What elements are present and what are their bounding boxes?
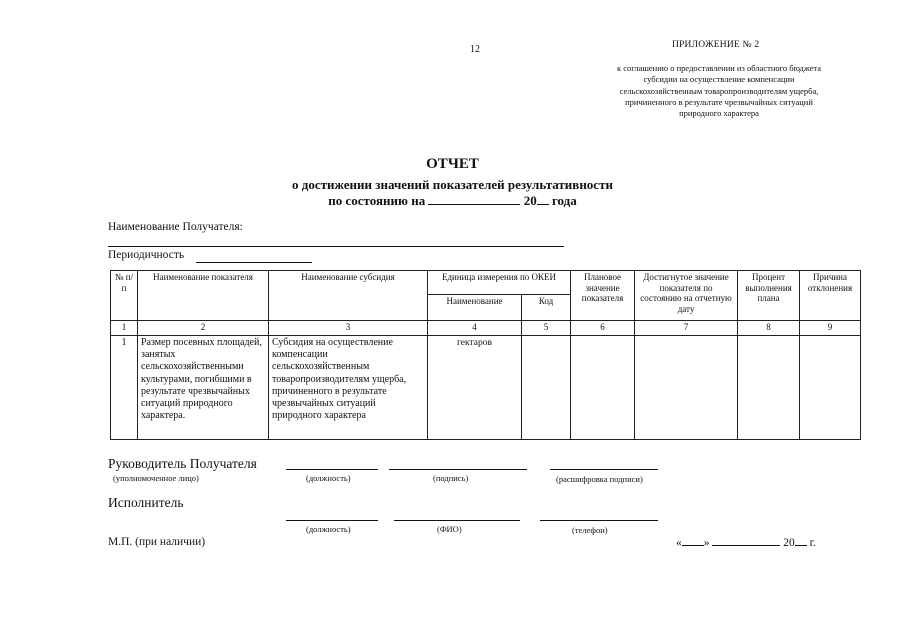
report-title: ОТЧЕТ <box>426 156 479 172</box>
column-number: 5 <box>522 321 571 336</box>
appendix-line: природного характера <box>679 108 759 119</box>
header-reason: Причина отклонения <box>800 271 861 321</box>
appendix-title: ПРИЛОЖЕНИЕ № 2 <box>672 40 760 50</box>
fio-line[interactable] <box>394 520 520 521</box>
column-number: 6 <box>571 321 635 336</box>
header-unit-name: Наименование <box>428 295 522 321</box>
executor-label: Исполнитель <box>108 495 184 510</box>
recipient-line[interactable] <box>108 246 564 247</box>
date-year-suffix: г. <box>809 537 816 549</box>
periodicity-label: Периодичность <box>108 249 185 261</box>
page-number: 12 <box>470 44 480 55</box>
header-subsidy: Наименование субсидия <box>269 271 428 321</box>
column-number: 1 <box>111 321 138 336</box>
report-as-of <box>0 193 905 209</box>
appendix-line: субсидии на осуществление компенсации <box>643 74 795 85</box>
appendix-description <box>588 63 850 119</box>
fio-caption: (ФИО) <box>437 524 462 534</box>
row-indicator: Размер посевных площадей, занятых сельскохозяйственными культурами, погибшими в результате чрезвычайных ситуаций природного характера. <box>138 336 269 440</box>
date-open: « <box>676 537 682 549</box>
column-number: 3 <box>269 321 428 336</box>
day-blank[interactable] <box>682 545 704 546</box>
report-table <box>110 270 861 440</box>
decoding-line[interactable] <box>550 469 658 470</box>
header-unit-group: Единица измерения по ОКЕИ <box>428 271 571 295</box>
signature-line[interactable] <box>389 469 527 470</box>
report-subtitle: о достижении значений показателей результативности <box>292 177 613 192</box>
phone-caption: (телефон) <box>572 525 608 535</box>
date-close: » <box>703 537 710 549</box>
position2-line[interactable] <box>286 520 378 521</box>
column-number: 4 <box>428 321 522 336</box>
position-caption: (должность) <box>306 473 351 483</box>
year-prefix: 20 <box>523 193 537 208</box>
column-number: 9 <box>800 321 861 336</box>
row-unit-name: гектаров <box>428 336 522 440</box>
recipient-label: Наименование Получателя: <box>108 221 243 233</box>
header-indicator: Наименование показателя <box>138 271 269 321</box>
header-planned: Плановое значение показателя <box>571 271 635 321</box>
table-row <box>111 336 861 440</box>
header-achieved: Достигнутое значение показателя по состоянию на отчетную дату <box>635 271 738 321</box>
decoding-caption: (расшифровка подписи) <box>556 474 643 484</box>
row-unit-code[interactable] <box>522 336 571 440</box>
position2-caption: (должность) <box>306 524 351 534</box>
as-of-prefix: по состоянию на <box>328 193 426 208</box>
row-subsidy: Субсидия на осуществление компенсации сельскохозяйственным товаропроизводителям ущерба, причиненного в результате чрезвычайных ситуаций природного характера <box>269 336 428 440</box>
head-label: Руководитель Получателя <box>108 456 257 471</box>
column-number: 7 <box>635 321 738 336</box>
row-num: 1 <box>111 336 138 440</box>
stamp-label: М.П. (при наличии) <box>108 536 206 548</box>
header-unit-code: Код <box>522 295 571 321</box>
date-field <box>676 537 816 549</box>
periodicity-line[interactable] <box>196 262 312 263</box>
date-blank[interactable] <box>428 204 520 205</box>
header-percent: Процент выполнения плана <box>738 271 800 321</box>
row-planned[interactable] <box>571 336 635 440</box>
signature-caption: (подпись) <box>433 473 469 483</box>
column-number: 2 <box>138 321 269 336</box>
appendix-line: причиненного в результате чрезвычайных ситуаций <box>625 96 813 107</box>
appendix-line: сельскохозяйственным товаропроизводителям ущерба, <box>619 85 819 96</box>
header-num: № п/п <box>111 271 138 321</box>
head-note: (уполномоченное лицо) <box>113 473 199 483</box>
position-line[interactable] <box>286 469 378 470</box>
row-reason[interactable] <box>800 336 861 440</box>
row-percent[interactable] <box>738 336 800 440</box>
row-achieved[interactable] <box>635 336 738 440</box>
phone-line[interactable] <box>540 520 658 521</box>
year-blank[interactable] <box>537 204 549 205</box>
year-suffix: года <box>551 193 577 208</box>
column-number: 8 <box>738 321 800 336</box>
date-year-blank[interactable] <box>795 545 807 546</box>
month-blank[interactable] <box>712 545 780 546</box>
appendix-line: к соглашению о предоставлении из областного бюджета <box>617 63 821 73</box>
date-year-prefix: 20 <box>783 537 795 549</box>
